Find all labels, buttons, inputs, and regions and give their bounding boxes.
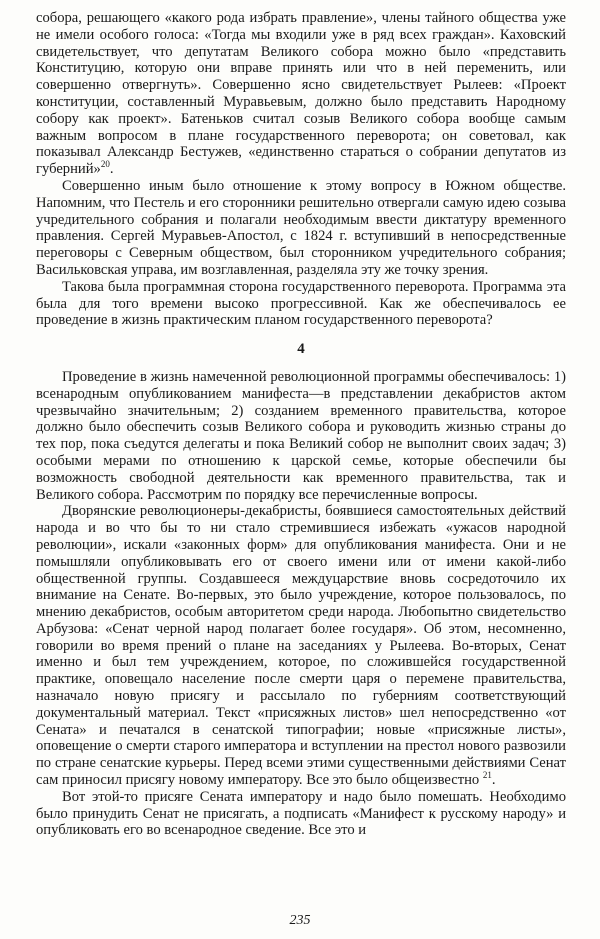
footnote-reference[interactable]: 20: [100, 159, 110, 170]
punctuation: .: [109, 161, 114, 178]
punctuation: .: [491, 772, 496, 789]
paragraph: [36, 503, 566, 789]
paragraph-text: собора, решающего «какого рода избрать правление», члены тайного общества уже не имели особого голоса: «Тогда мы входили уже в ряд всех граждан». Каховский свидетельствует, что депутатам Великого собора можно было «представить Конституцию, которую они вправе принять или что в ней переменить, или совершенно отвергнуть». Совершенно ясно свидетельствует Рылеев: «Проект конституции, составленный Муравьевым, должно было представить Народному собору как проект». Батеньков считал созыв Великого собора вообще самым важным вопросом в плане государственного переворота; он советовал, как показывал Александр Бестужев, «единственно стараться о собрании депутатов из губерний»: [36, 10, 566, 178]
paragraph: Совершенно иным было отношение к этому вопросу в Южном обществе. Напомним, что Пестель и его сторонники решительно отвергали самую идею созыва учредительного собрания и полагали необходимым ввести диктатуру временного правления. Сергей Муравьев-Апостол, с 1824 г. вступивший в непосредственные переговоры с Северным обществом, был сторонником учредительного собрания; Васильковская управа, им возглавленная, разделяла эту же точку зрения.: [36, 177, 566, 278]
section-number: 4: [297, 341, 305, 358]
paragraph: Вот этой-то присяге Сената императору и надо было помешать. Необходимо было принудить Сенат не присягать, а подписать «Манифест к русскому народу» и опубликовать его во всенародное сведение. Все это и: [36, 788, 566, 839]
page-number: 235: [289, 913, 311, 928]
footnote-reference[interactable]: 21: [482, 770, 492, 781]
paragraph-text: Дворянские революционеры-декабристы, боявшиеся самостоятельных действий народа и во что бы то ни стало стремившиеся избежать «ужасов народной революции», искали «законных форм» для опубликования манифеста. Они и не помышляли опубликовывать его от своего имени или от имени какой-либо общественной группы. Создавшееся междуцарствие вновь сосредоточило их внимание на Сенате. Во-первых, это было учреждение, которое пользовалось, по мнению декабристов, особым авторитетом среди народа. Любопытно свидетельство Арбузова: «Сенат черной народ полагает более государя». Об этом, несомненно, говорили во время прений о плане на заседаниях у Рылеева. Во-вторых, Сенат именно и был тем учреждением, которое, по сложившейся государственной практике, оповещало население после смерти царя о перемене правительства, назначало новую присягу и рассылало по губерниям соответствующий документальный материал. Текст «присяжных листов» шел непосредственно «от Сената» и печатался в сенатской типографии; новые «присяжные листы», оповещение о смерти старого императора и вступлении на престол нового развозили по стране сенатские курьеры. Перед всеми этими существенными действиями Сенат сам приносил присягу новому императору. Все это было общеизвестно: [36, 503, 566, 789]
paragraph: Такова была программная сторона государственного переворота. Программа эта была для того времени высоко прогрессивной. Как же обеспечивалось ее проведение в жизнь практическим планом государственного переворота?: [36, 278, 566, 329]
paragraph: Проведение в жизнь намеченной революционной программы обеспечивалось: 1) всенародным опубликованием манифеста—в представлении декабристов актом чрезвычайно значительным; 2) созданием временного правительства, которое должно было обеспечить созыв Великого собора и руководить жизнью страны до тех пор, пока съедутся делегаты и пока Великий собор не выполнит своих задач; 3) особыми мерами по отношению к царской семье, которые обеспечили бы возможность свободной деятельности как временного правительства, так и Великого собора. Рассмотрим по порядку все перечисленные вопросы.: [36, 368, 566, 503]
paragraph: [36, 10, 566, 178]
body-text: [36, 10, 566, 839]
